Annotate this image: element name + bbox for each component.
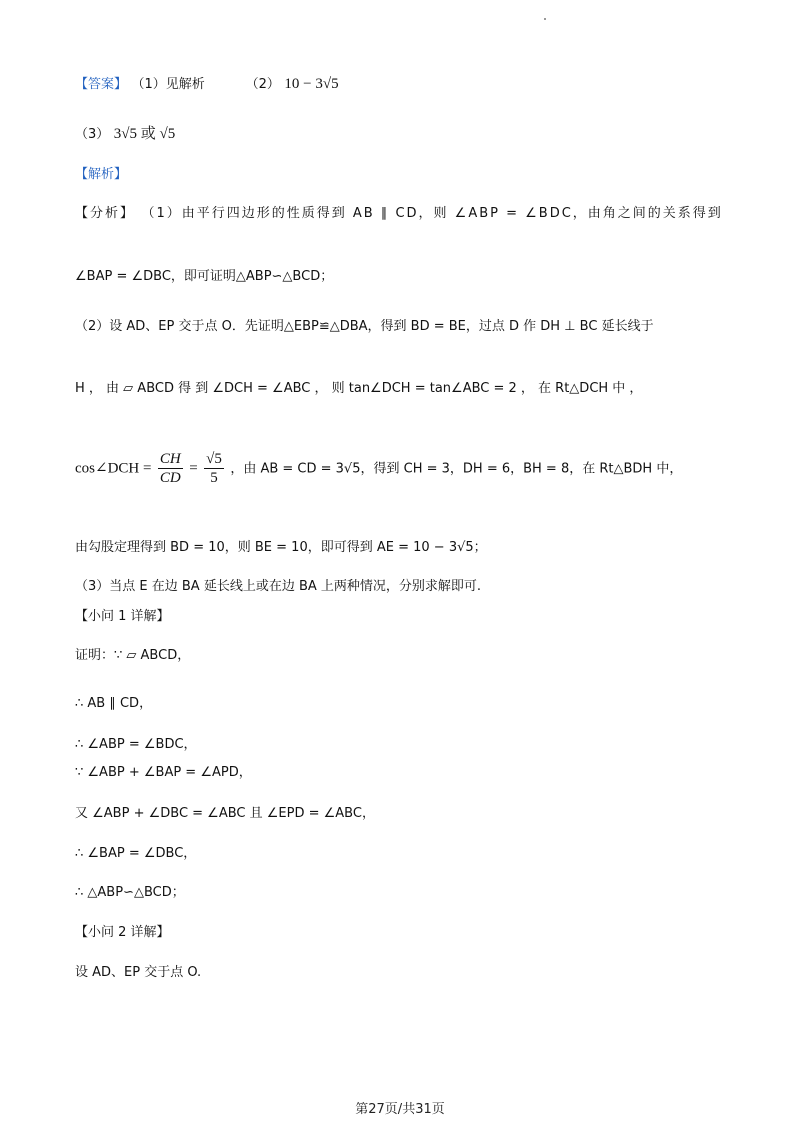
q1-heading: [75, 606, 170, 627]
answer-part2-value: 10 − 3√5: [284, 76, 339, 92]
equals-sign: =: [189, 460, 198, 477]
fenxi-line-7: [75, 576, 481, 597]
q2-step-1: [75, 962, 201, 983]
q1-step-7: [75, 882, 185, 903]
answer-line-3: [75, 124, 175, 145]
page-number: 第27页/共31页: [355, 1102, 445, 1117]
q2-tag: 【小问 2 详解】: [75, 925, 170, 940]
fenxi-line-4: [75, 378, 642, 399]
fenxi-text-1: （1）由平行四边形的性质得到 AB ∥ CD，则 ∠ABP = ∠BDC，由角之间的关系得到: [141, 206, 723, 221]
fenxi-text-6: 由勾股定理得到 BD = 10，则 BE = 10，即可得到 AE = 10 − 3√5；: [75, 540, 487, 555]
q1-tag: 【小问 1 详解】: [75, 609, 170, 624]
fenxi-line-2: [75, 266, 333, 287]
answer-part1: （1）见解析: [131, 77, 205, 92]
fraction-ch-cd-numerator: CH: [159, 451, 181, 467]
answer-part3-value: 3√5 或 √5: [113, 126, 176, 142]
q2-heading: [75, 922, 170, 943]
q1-step-2-text: ∴ AB ∥ CD，: [75, 696, 153, 711]
fenxi-line-6: [75, 537, 487, 558]
q1-step-6: [75, 843, 196, 864]
fenxi-tag: 【分析】: [75, 206, 136, 221]
answer-tag: 【答案】: [75, 77, 128, 92]
fenxi-line-5: [75, 450, 682, 487]
fenxi-text-5: ，由 AB = CD = 3√5，得到 CH = 3，DH = 6，BH = 8，在 Rt△BDH 中，: [230, 461, 683, 477]
q1-step-2: [75, 693, 152, 714]
q1-step-4: [75, 762, 252, 783]
answer-part3-label: （3）: [75, 127, 110, 142]
fenxi-cos-expr: cos∠DCH =: [75, 460, 152, 477]
q1-step-3: [75, 734, 197, 755]
fenxi-text-7: （3）当点 E 在边 BA 延长线上或在边 BA 上两种情况，分别求解即可.: [75, 579, 482, 594]
fraction-root5-numerator: √5: [206, 451, 222, 467]
q1-step-4-text: ∵ ∠ABP + ∠BAP = ∠APD，: [75, 765, 252, 780]
fraction-root5-denominator: 5: [210, 470, 218, 486]
fraction-ch-cd-denominator: CD: [159, 470, 181, 486]
scan-dot: [544, 18, 546, 20]
fenxi-text-2: ∠BAP = ∠DBC，即可证明△ABP∽△BCD；: [75, 269, 334, 284]
q1-step-1: [75, 645, 190, 666]
q1-step-3-text: ∴ ∠ABP = ∠BDC，: [75, 737, 197, 752]
answer-part2-label: （2）: [245, 77, 280, 92]
fraction-root5-5: [204, 450, 224, 487]
analysis-heading: [75, 164, 127, 185]
answer-line: [75, 74, 339, 95]
q1-step-6-text: ∴ ∠BAP = ∠DBC，: [75, 846, 197, 861]
fenxi-text-4: H ， 由 ▱ ABCD 得 到 ∠DCH = ∠ABC ， 则 tan∠DCH = tan∠ABC = 2 ， 在 Rt△DCH 中 ，: [75, 381, 643, 396]
q1-step-5-text: 又 ∠ABP + ∠DBC = ∠ABC 且 ∠EPD = ∠ABC，: [75, 806, 375, 821]
q1-step-1-text: 证明：∵ ▱ ABCD，: [75, 648, 191, 663]
q1-step-7-text: ∴ △ABP∽△BCD；: [75, 885, 185, 900]
fenxi-line-1: [75, 203, 723, 224]
q2-step-1-text: 设 AD、EP 交于点 O.: [75, 965, 202, 980]
fenxi-text-3: （2）设 AD、EP 交于点 O．先证明△EBP≌△DBA，得到 BD = BE，过点 D 作 DH ⊥ BC 延长线于: [75, 319, 654, 334]
analysis-tag: 【解析】: [75, 167, 128, 182]
fraction-ch-cd: [158, 450, 183, 487]
q1-step-5: [75, 803, 375, 824]
fenxi-line-3: [75, 316, 654, 337]
